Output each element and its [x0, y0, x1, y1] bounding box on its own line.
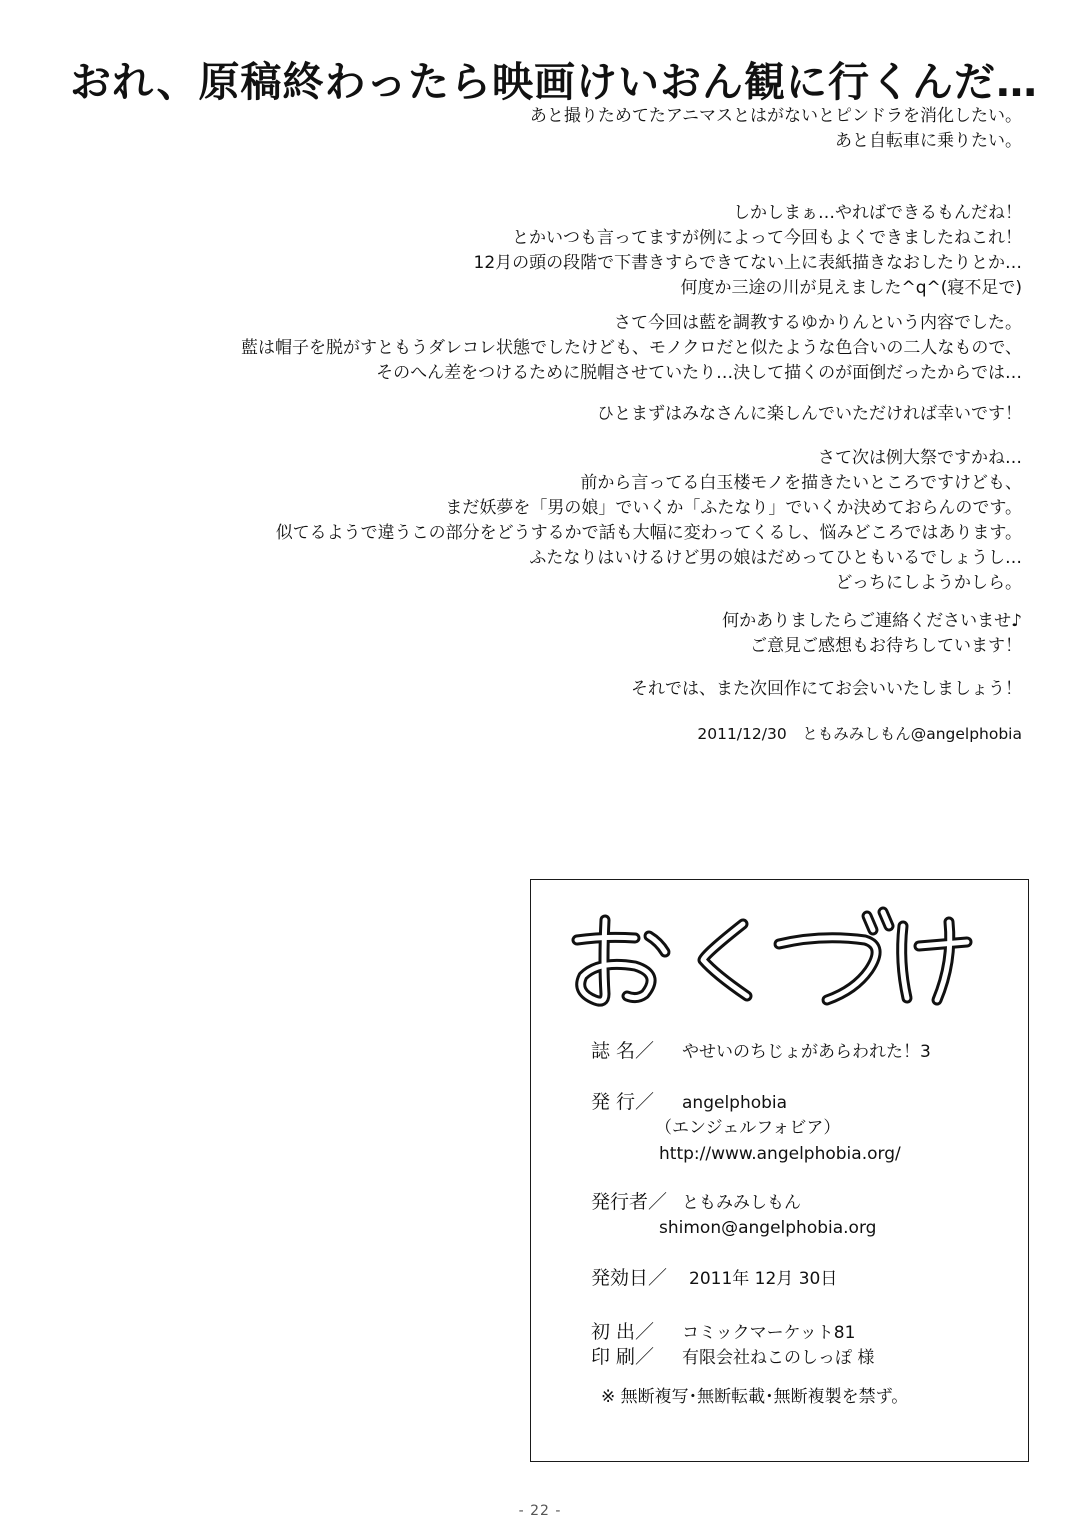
afterword-headline: おれ、原稿終わったら映画けいおん観に行くんだ… [70, 58, 1039, 106]
text-line: 何度か三途の川が見えました^q^(寝不足で) [680, 278, 1022, 298]
text-line: さて次は例大祭ですかね… [818, 448, 1022, 468]
copyright-notice: ※ 無断複写･無断転載･無断複製を禁ず。 [601, 1387, 909, 1407]
afterword-subnote [530, 104, 1022, 154]
okuzuke-logo [565, 902, 975, 1012]
text-line: 藍は帽子を脱がすともうダレコレ状態でしたけども、モノクロだと似たような色合いの二人なもので、 [241, 338, 1022, 358]
afterword-paragraph-6 [631, 677, 1022, 702]
text-line: しかしまぁ…やればできるもんだね！ [733, 203, 1022, 223]
text-line: 何かありましたらご連絡くださいませ♪ [722, 611, 1022, 631]
text-line: どっちにしようかしら。 [835, 573, 1022, 593]
publisher-kana: （エンジェルフォビア） [655, 1118, 841, 1138]
title-label: 誌 名／ [591, 1040, 655, 1062]
page-number: - 22 - [518, 1503, 562, 1519]
text-line: とかいつも言ってますが例によって今回もよくできましたねこれ！ [512, 228, 1022, 248]
issuer-value: ともみみしもん [682, 1193, 801, 1213]
text-line: ご意見ご感想もお待ちしています！ [750, 636, 1022, 656]
text-line: さて今回は藍を調教するゆかりんという内容でした。 [614, 313, 1022, 333]
text-line: そのへん差をつけるために脱帽させていたり…決して描くのが面倒だったからでは… [376, 363, 1022, 383]
afterword-paragraph-2 [241, 311, 1022, 386]
printer-value: 有限会社ねこのしっぽ 様 [682, 1348, 875, 1368]
publisher-url: http://www.angelphobia.org/ [659, 1144, 901, 1164]
text-line: 似てるようで違うこの部分をどうするかで話も大幅に変わってくるし、悩みどころではあります。 [275, 523, 1022, 543]
printer-label: 印 刷／ [591, 1346, 655, 1368]
issuer-email: shimon@angelphobia.org [659, 1218, 877, 1238]
text-line: 前から言ってる白玉楼モノを描きたいところですけども、 [580, 473, 1022, 493]
issuer-label: 発行者／ [591, 1191, 668, 1213]
afterword-signature: 2011/12/30 ともみみしもん@angelphobia [697, 725, 1022, 743]
text-line: まだ妖夢を「男の娘」でいくか「ふたなり」でいくか決めておらんのです。 [445, 498, 1022, 518]
colophon-box [530, 879, 1029, 1462]
text-line: ふたなりはいけるけど男の娘はだめってひともいるでしょうし… [529, 548, 1022, 568]
date-label: 発効日／ [591, 1267, 668, 1289]
first-appearance-label: 初 出／ [591, 1321, 655, 1343]
first-appearance-value: コミックマーケット81 [682, 1323, 856, 1343]
publisher-value: angelphobia [682, 1093, 788, 1113]
afterword-paragraph-1 [474, 201, 1022, 301]
afterword-paragraph-3 [597, 402, 1022, 427]
text-line: それでは、また次回作にてお会いいたしましょう！ [631, 679, 1022, 699]
title-value: やせいのちじょがあらわれた！3 [682, 1042, 931, 1062]
text-line: 12月の頭の段階で下書きすらできてない上に表紙描きなおしたりとか… [473, 253, 1022, 273]
text-line: ひとまずはみなさんに楽しんでいただければ幸いです！ [597, 404, 1022, 424]
date-value: 2011年 12月 30日 [689, 1269, 838, 1289]
text-line: あと自転車に乗りたい。 [835, 131, 1022, 151]
text-line: あと撮りためてたアニマスとはがないとピンドラを消化したい。 [529, 106, 1022, 126]
afterword-paragraph-4 [276, 446, 1022, 596]
afterword-paragraph-5 [722, 609, 1022, 659]
publisher-label: 発 行／ [591, 1091, 655, 1113]
